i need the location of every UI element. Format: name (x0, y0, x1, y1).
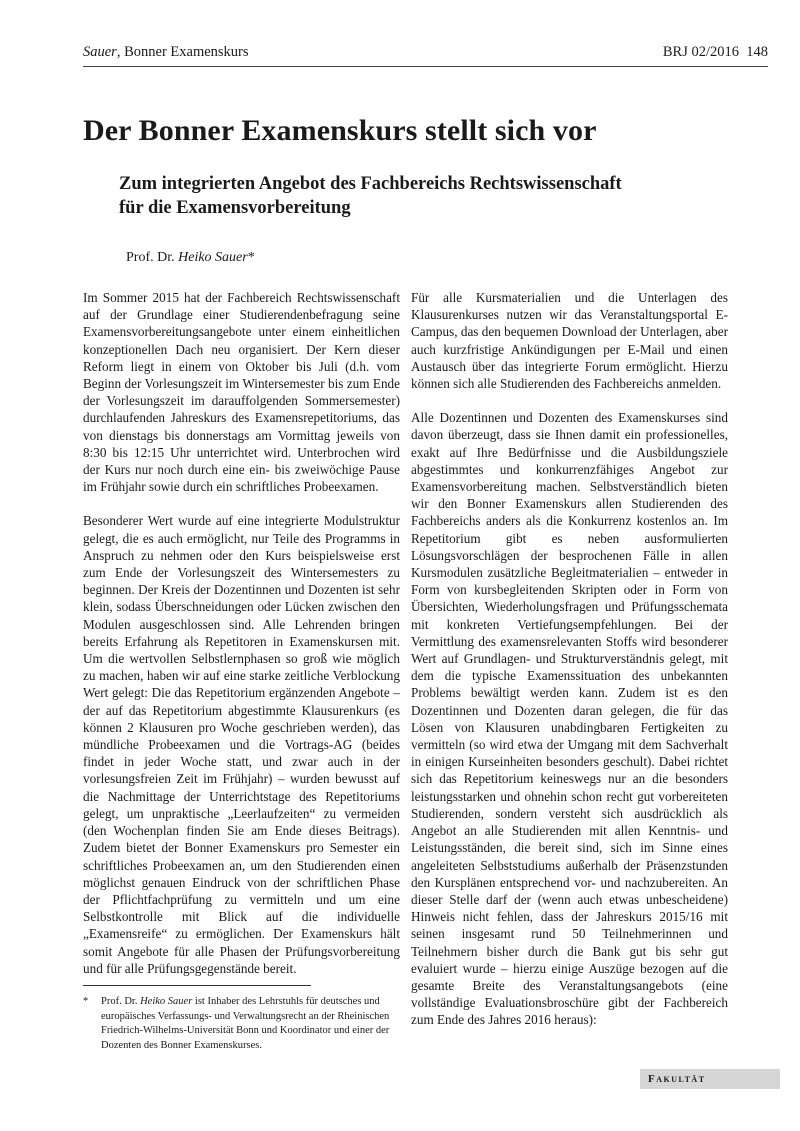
footnote-body: ist Inhaber des Lehrstuhls für deutsches und europäisches Verfassungs- und Verwaltungsrecht an der Rheinischen Friedrich-Wilhelms-Universität Bonn und Koordinator und einer der Dozenten des Bonner Examenskurses. (101, 996, 390, 1051)
paragraph: Für alle Kursmaterialien und die Unterlagen des Klausurenkurses nutzen wir das Veranstaltungsportal E-Campus, das den bequemen Download der Unterlagen, aber auch kurzfristige Ankündigungen per E-Mail und einen Austausch über das integrierte Forum ermöglicht. Hierzu können sich alle Studierenden des Fachbereichs anmelden. (411, 290, 728, 392)
author-prefix: Prof. Dr. (126, 250, 179, 265)
footnote-prefix: Prof. Dr. (101, 996, 141, 1007)
right-column (411, 289, 728, 1046)
page-number: 148 (746, 44, 768, 60)
section-label: Fakultät (640, 1069, 780, 1089)
running-header-right (663, 44, 768, 61)
subtitle-line-1: Zum integrierten Angebot des Fachbereichs Rechtswissenschaft (119, 174, 622, 194)
header-journal: , Bonner Examenskurs (116, 44, 249, 60)
header-issue: BRJ 02/2016 (662, 44, 739, 60)
footnote-mark: * (83, 996, 89, 1007)
footnote-text (101, 995, 400, 1053)
header-author: Sauer (83, 44, 117, 60)
footnote-marker: * (247, 250, 255, 265)
footnote-divider (83, 985, 311, 986)
author-name: Heiko Sauer (178, 250, 248, 265)
paragraph: Im Sommer 2015 hat der Fachbereich Rechtswissenschaft auf der Grundlage einer Studierendenbefragung seine Examensvorbereitungsangebote unter einem einheitlichen konzeptionellen Dach neu organisiert. Der Kern dieser Reform liegt in einem von Oktober bis Juli (d.h. vom Beginn der Vorlesungszeit im Wintersemester bis zum Ende der Vorlesungszeit im darauffolgenden Sommersemester) durchlaufenden Jahreskurs des Examensrepetitoriums, das von dienstags bis donnerstags am Vormittag jeweils von 8:30 bis 12:15 Uhr unterrichtet wird. Unterbrochen wird der Kurs nur noch durch eine ein- bis zweiwöchige Pause im Frühjahr sowie durch ein schriftliches Probeexamen. (83, 290, 400, 495)
running-header (83, 42, 768, 67)
subtitle-line-2: für die Examensvorbereitung (119, 198, 351, 218)
article-subtitle (119, 172, 759, 220)
paragraph: Alle Dozentinnen und Dozenten des Examenskurses sind davon überzeugt, dass sie Ihnen damit ein professionelles, exakt auf Ihre Bedürfnisse und die Ausbildungsziele abgestimmtes und konkurrenzfähiges Angebot zur Examensvorbereitung machen. Selbstverständlich bieten wir den Bonner Examenskurs allen Studierenden des Fachbereichs anders als die Konkurrenz kostenlos an. Im Repetitorium gibt es neben ausformulierten Lösungsvorschlägen der besprochenen Fälle in allen Kursmodulen zusätzliche Begleitmaterialien – entweder in Form von kursbegleitenden Skripten oder in Form von Übersichten, Wiederholungsfragen und Prüfungsschemata mit konkreten Vertiefungsempfehlungen. Bei der Vermittlung des examensrelevanten Stoffs wird besonderer Wert auf Grundlagen- und Strukturverständnis gelegt, mit dem die typische Examenssituation des unbekannten Problems bewältigt werden kann. Zudem ist es den Dozentinnen und Dozenten daran gelegen, die für das Lösen von Klausuren unabdingbaren Fertigkeiten zu vermitteln (so wird etwa der Umgang mit dem Sachverhalt in einigen Kurseinheiten besonders geschult). Dabei richtet sich das Repetitorium keineswegs nur an die besonders leistungsstarken und ohnehin schon recht gut vorbereiteten Studierenden, sondern versteht sich ausdrücklich als Angebot an alle Studierenden mit allen Kenntnis- und Leistungsständen, die bereit sind, sich im Sinne eines angeleiteten Selbststudiums außerhalb der Präsenzstunden den Kursplänen entsprechend vor- und nachzubereiten. An dieser Stelle darf der (wenn auch etwas unbescheidene) Hinweis nicht fehlen, dass der Jahreskurs 2015/16 mit seinen insgesamt rund 50 Teilnehmerinnen und Teilnehmern bisher durch die Bank gut bis sehr gut evaluiert wurde – hierzu einige Auszüge bezogen auf die gesamte Breite des Veranstaltungsangebots (eine vollständige Evaluationsbroschüre gibt der Fachbereich zum Ende des Jahres 2016 heraus): (411, 410, 728, 1028)
footnote (83, 995, 400, 1053)
running-header-left (83, 44, 249, 61)
paragraph: Besonderer Wert wurde auf eine integrierte Modulstruktur gelegt, die es auch ermöglicht, nur Teile des Programms in Anspruch zu nehmen oder den Kurs beispielsweise erst zum Ende der Vorlesungszeit des Wintersemesters zu beginnen. Der Kreis der Dozentinnen und Dozenten ist sehr klein, sodass Überschneidungen oder Lücken zwischen den Modulen ausgeschlossen sind. Alle Lehrenden bringen bereits Erfahrung als Repetitoren in Examenskursen mit. Um die wertvollen Selbstlernphasen so groß wie möglich zu machen, haben wir auf eine starke zeitliche Verblockung Wert gelegt: Die das Repetitorium ergänzenden Angebote – der auf das Repetitorium abgestimmte Klausurenkurs (es können 2 Klausuren pro Woche geschrieben werden), das mündliche Probeexamen und die Vortrags-AG (beides findet in jeder Woche statt, und zwar auch in der vorlesungsfreien Zeit im Frühjahr) – wurden bewusst auf die Nachmittage der Unterrichtstage des Repetitoriums gelegt, um unpraktische „Leerlaufzeiten“ zu vermeiden (den Wochenplan finden Sie am Ende dieses Beitrags). Zudem bietet der Bonner Examenskurs pro Semester ein schriftliches Probeexamen an, um den Studierenden einen möglichst genauen Eindruck von der schriftlichen Phase der Pflichtfachprüfung zu vermitteln und um eine Selbstkontrolle mit Blick auf die individuelle „Examensreife“ zu ermöglichen. Der Examenskurs hält somit Angebote für alle Phasen der Prüfungsvorbereitung und für alle Prüfungsgegenstände bereit. (83, 513, 400, 976)
article-title: Der Bonner Examenskurs stellt sich vor (83, 114, 597, 147)
footnote-author-name: Heiko Sauer (140, 996, 193, 1007)
left-column (83, 289, 400, 994)
author-line (126, 250, 255, 266)
